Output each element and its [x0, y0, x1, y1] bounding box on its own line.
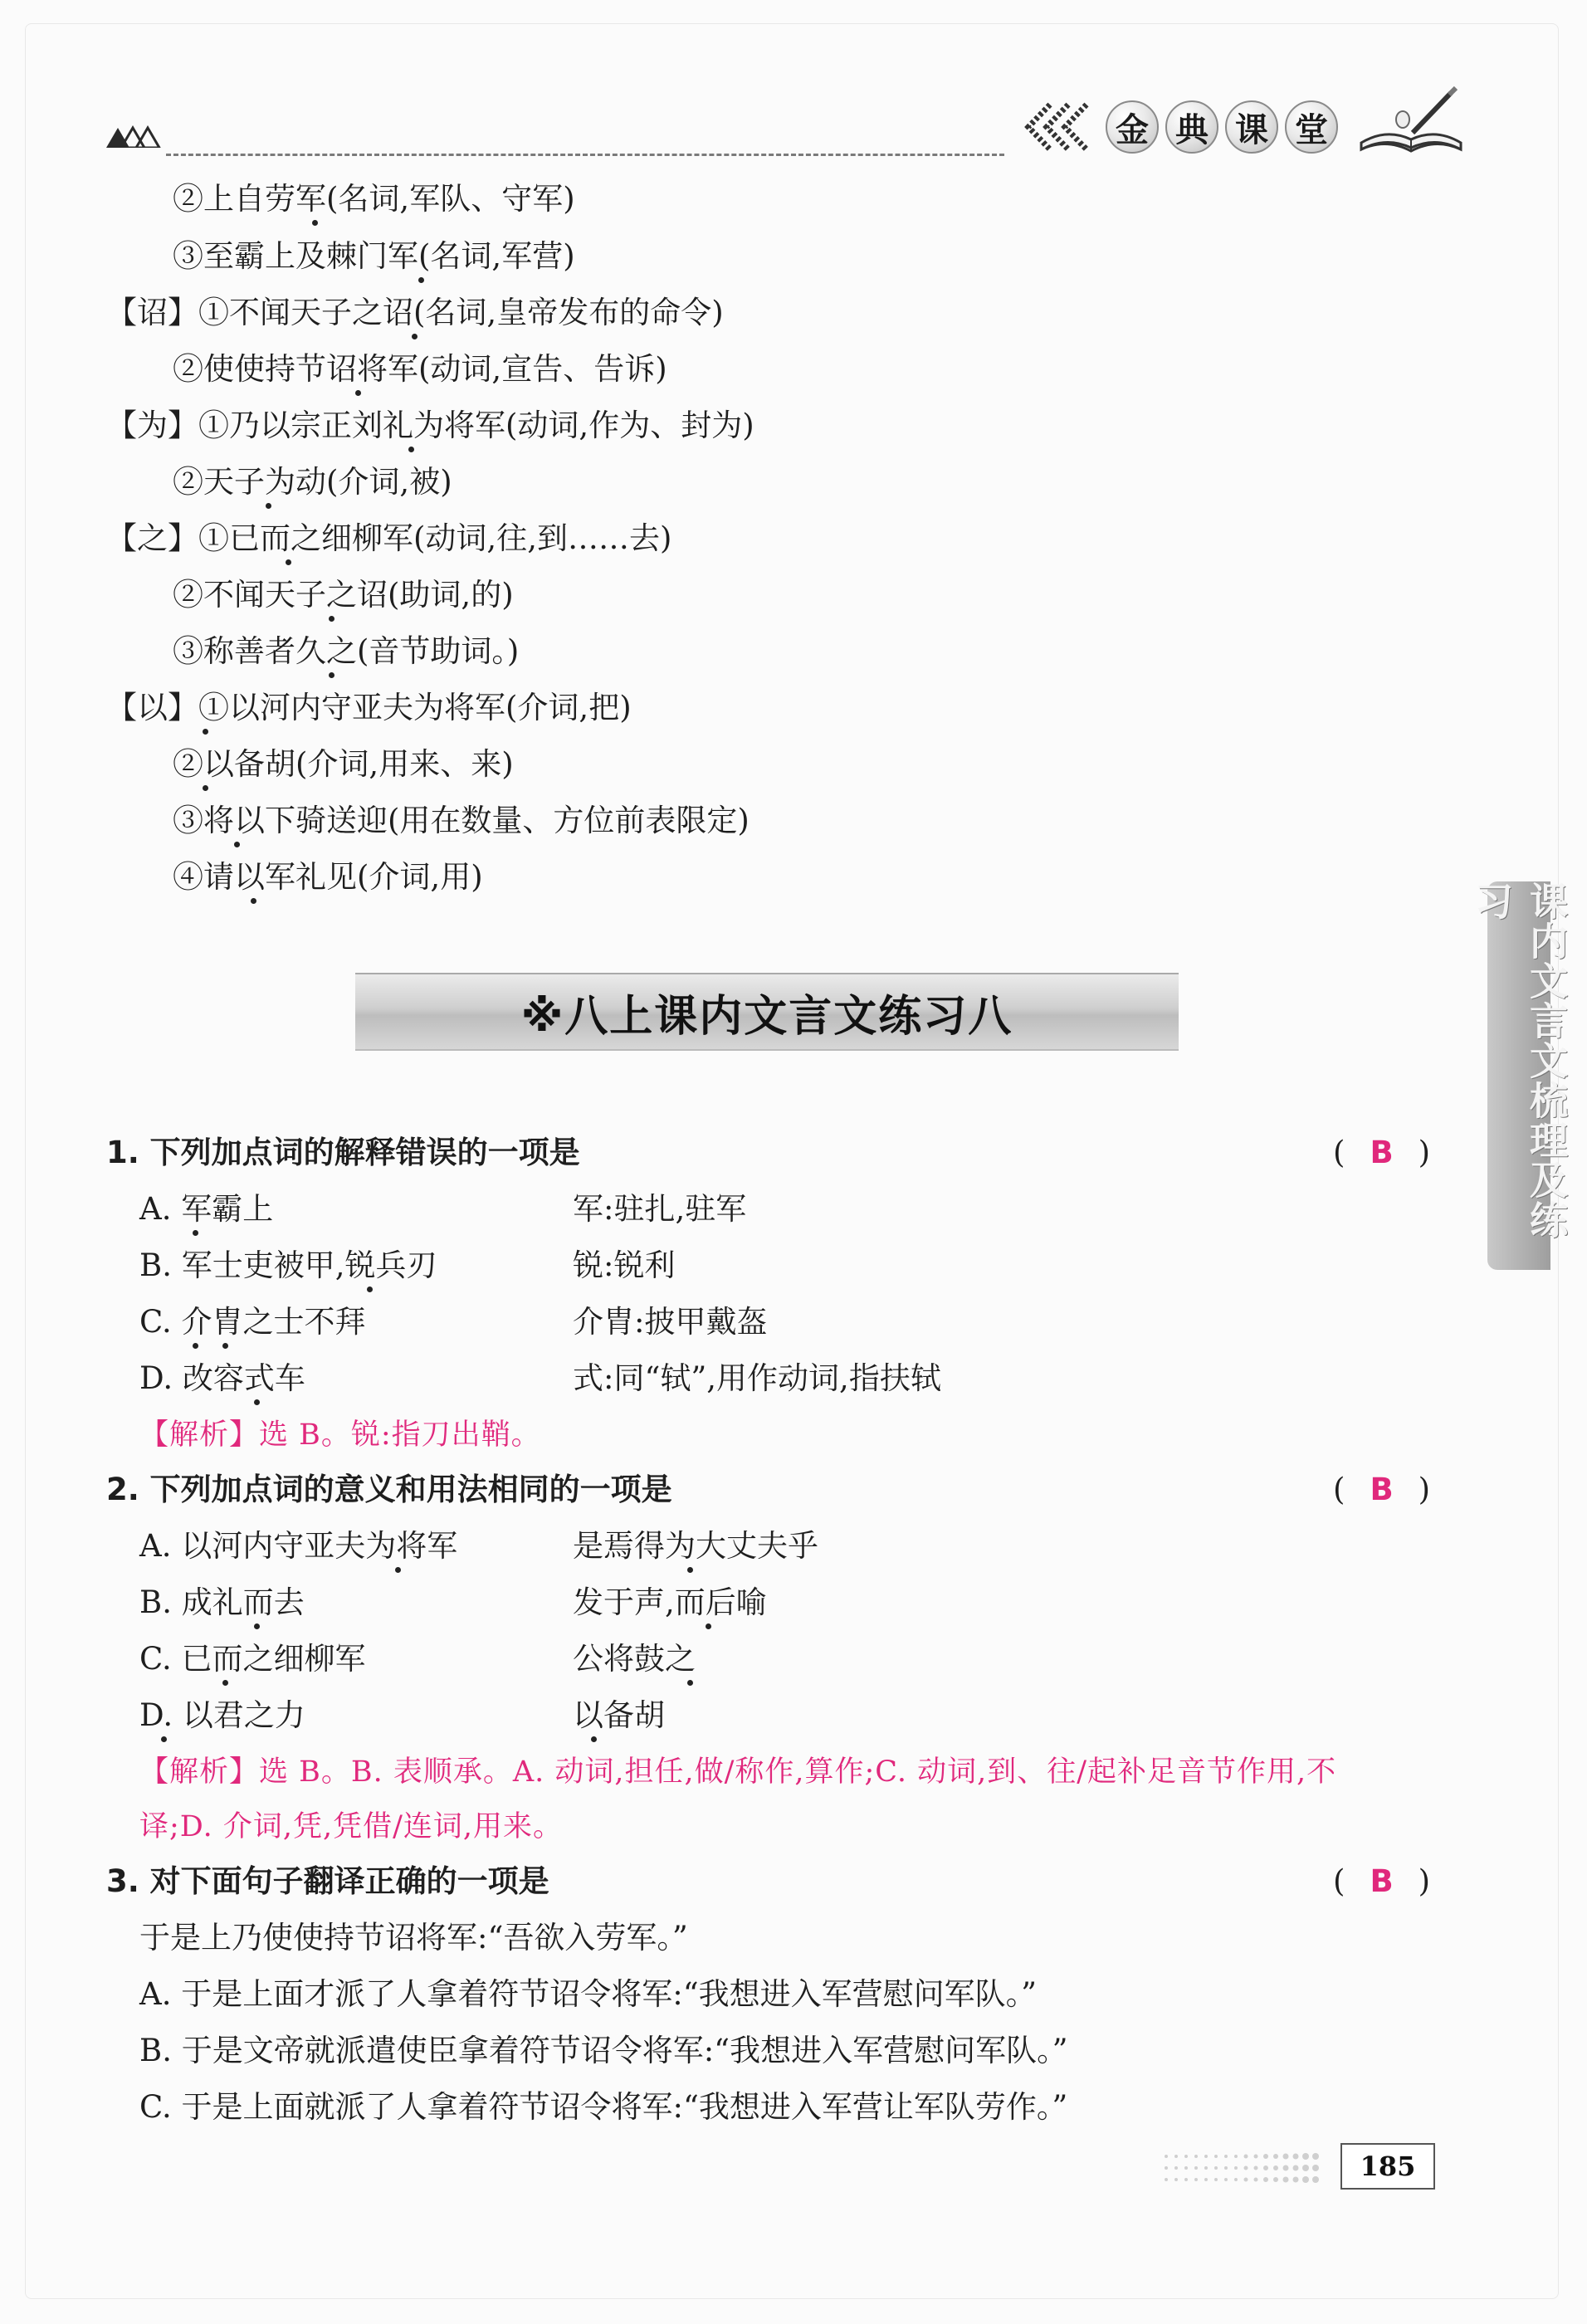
glossary-line: ②天子为动(介词,被)	[173, 464, 452, 500]
emphasis-dot	[222, 1343, 228, 1349]
option-right: 发于声,而后喻	[573, 1584, 767, 1620]
option-line: A. 于是上面才派了人拿着符节诏令将军:“我想进入军营慰问军队。”	[139, 1976, 1038, 2012]
option-left: B. 军士吏被甲,锐兵刃	[139, 1247, 437, 1283]
header-chevrons-icon	[1017, 98, 1096, 156]
glossary-line: 【之】①已而之细柳军(动词,往,到……去)	[106, 520, 672, 556]
emphasis-dot	[412, 334, 418, 339]
emphasis-dot	[286, 559, 291, 565]
emphasis-dot	[367, 1286, 373, 1292]
emphasis-dot	[329, 616, 334, 622]
glossary-line: ②上自劳军(名词,军队、守军)	[173, 181, 575, 217]
emphasis-dot	[251, 898, 256, 904]
emphasis-dot	[706, 1623, 711, 1629]
option-left: B. 成礼而去	[139, 1584, 305, 1620]
glossary-line: 【诏】①不闻天子之诏(名词,皇帝发布的命令)	[106, 295, 724, 330]
answer-close-paren: )	[1418, 1472, 1431, 1507]
option-left: C. 已而之细柳军	[139, 1641, 366, 1677]
option-line: B. 于是文帝就派遣使臣拿着符节诏令将军:“我想进入军营慰问军队。”	[139, 2033, 1068, 2068]
side-tab	[1469, 881, 1569, 1270]
emphasis-dot	[193, 1343, 198, 1349]
glossary-line: 【以】①以河内守亚夫为将军(介词,把)	[106, 690, 632, 725]
section-title: ※八上课内文言文练习八	[355, 973, 1179, 1051]
glossary-line: ②不闻天子之诏(助词,的)	[173, 577, 514, 613]
option-right: 公将鼓之	[573, 1641, 696, 1677]
question-2-analysis-cont: 译;D. 介词,凭,凭借/连词,用来。	[139, 1810, 564, 1843]
question-3-answer	[1333, 1861, 1430, 1902]
question-2-analysis: 【解析】选 B。B. 表顺承。A. 动词,担任,做/称作,算作;C. 动词,到、往/起补足音节作用,不	[139, 1755, 1337, 1789]
option-right: 以备胡	[573, 1697, 665, 1733]
option-left: C. 介胄之士不拜	[139, 1304, 366, 1340]
glossary-line: ②以备胡(介词,用来、来)	[173, 746, 514, 782]
emphasis-dot	[254, 1623, 260, 1629]
option-right: 锐:锐利	[573, 1247, 676, 1283]
answer-letter: B	[1370, 1863, 1394, 1899]
emphasis-dot	[234, 842, 240, 847]
emphasis-dot	[254, 1399, 260, 1405]
glossary-line: ④请以军礼见(介词,用)	[173, 859, 483, 895]
question-1-analysis: 【解析】选 B。锐:指刀出鞘。	[139, 1418, 541, 1452]
side-tab-label: 课内文言文梳理及练习	[1469, 881, 1569, 1240]
emphasis-dot	[203, 729, 208, 735]
answer-open-paren: (	[1333, 1472, 1345, 1507]
question-3-sentence: 于是上乃使使持节诏将军:“吾欲入劳军。”	[139, 1920, 688, 1955]
option-left: A. 军霸上	[139, 1191, 274, 1227]
answer-close-paren: )	[1418, 1135, 1431, 1170]
answer-letter: B	[1370, 1135, 1394, 1170]
brand-char: 金	[1106, 100, 1159, 154]
question-3-stem: 3. 对下面句子翻译正确的一项是	[106, 1863, 549, 1899]
brand-char: 典	[1165, 100, 1218, 154]
emphasis-dot	[408, 447, 414, 452]
option-left: D. 改容式车	[139, 1360, 305, 1396]
option-right: 军:驻扎,驻军	[573, 1191, 747, 1227]
option-line: C. 于是上面就派了人拿着符节诏令将军:“我想进入军营让军队劳作。”	[139, 2089, 1068, 2125]
brand-char: 堂	[1285, 100, 1338, 154]
brand-char: 课	[1225, 100, 1278, 154]
header-dashed-rule	[166, 154, 1004, 156]
emphasis-dot	[329, 672, 334, 678]
option-left: D. 以君之力	[139, 1697, 305, 1733]
emphasis-dot	[203, 785, 208, 791]
glossary-line: ③将以下骑送迎(用在数量、方位前表限定)	[173, 803, 750, 838]
glossary-line: ②使使持节诏将军(动词,宣告、告诉)	[173, 351, 667, 387]
option-right: 是焉得为大丈夫乎	[573, 1528, 818, 1564]
glossary-line: ③称善者久之(音节助词。)	[173, 633, 520, 669]
option-right: 式:同“轼”,用作动词,指扶轼	[573, 1360, 941, 1396]
emphasis-dot	[161, 1736, 167, 1742]
question-1-answer	[1333, 1132, 1430, 1174]
option-right: 介胄:披甲戴盔	[573, 1304, 768, 1340]
book-pen-icon	[1353, 85, 1469, 159]
question-2-answer	[1333, 1469, 1430, 1511]
brand-logo	[1106, 98, 1338, 156]
emphasis-dot	[355, 390, 361, 396]
emphasis-dot	[687, 1567, 693, 1573]
emphasis-dot	[222, 1680, 228, 1686]
answer-open-paren: (	[1333, 1135, 1345, 1170]
answer-letter: B	[1370, 1472, 1394, 1507]
emphasis-dot	[687, 1680, 693, 1686]
page-number: 185	[1340, 2143, 1435, 2190]
emphasis-dot	[591, 1736, 597, 1742]
emphasis-dot	[312, 220, 318, 226]
emphasis-dot	[266, 503, 271, 509]
page-number-dot-pattern	[1158, 2150, 1324, 2186]
glossary-line: 【为】①乃以宗正刘礼为将军(动词,作为、封为)	[106, 408, 754, 443]
question-1-stem: 1. 下列加点词的解释错误的一项是	[106, 1135, 580, 1170]
emphasis-dot	[395, 1567, 401, 1573]
header-triangles-icon	[106, 123, 164, 148]
emphasis-dot	[193, 1230, 198, 1236]
glossary-line: ③至霸上及棘门军(名词,军营)	[173, 238, 575, 274]
emphasis-dot	[418, 277, 424, 283]
answer-close-paren: )	[1418, 1863, 1431, 1899]
option-left: A. 以河内守亚夫为将军	[139, 1528, 458, 1564]
question-2-stem: 2. 下列加点词的意义和用法相同的一项是	[106, 1472, 672, 1507]
answer-open-paren: (	[1333, 1863, 1345, 1899]
